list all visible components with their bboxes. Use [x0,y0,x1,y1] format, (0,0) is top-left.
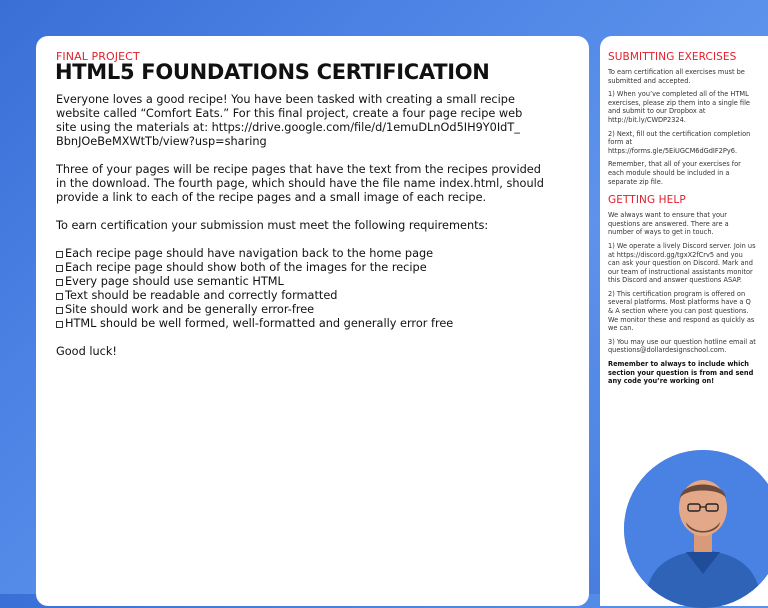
help-paragraph: 1) We operate a lively Discord server. Join us at https://discord.gg/tgxX2fCrv5 and you can ask your question on Discord. Mark and our team of instructional assistants monitor this Discord and answer questions ASAP. [608,241,756,285]
help-paragraph: We always want to ensure that your questions are answered. There are a number of ways to get in touch. [608,211,729,237]
checkbox-icon [56,265,63,272]
pages-line: in the download. The fourth page, which should have the file name index.html, should [56,177,544,190]
help-heading: GETTING HELP [608,194,686,207]
instructor-photo [624,450,768,608]
eyebrow-label: FINAL PROJECT [56,50,140,63]
submitting-paragraph: Remember, that all of your exercises for each module should be included in a separate zip file. [608,160,741,186]
intro-line: BbnJOeBeMXWtTb/view?usp=sharing [56,135,267,148]
requirement-item: Text should be readable and correctly formatted [56,289,571,303]
person-illustration [624,450,768,608]
intro-line: website called “Comfort Eats.” For this final project, create a four page recipe web [56,107,523,120]
intro-line: site using the materials at: https://drive.google.com/file/d/1emuDLnOd5IH9Y0IdT_ [56,121,520,134]
checkbox-icon [56,279,63,286]
help-paragraph: 3) You may use our question hotline email at questions@dollardesignschool.com. [608,337,756,355]
requirements-intro: To earn certification your submission must meet the following requirements: [56,219,489,232]
submitting-paragraph: 1) When you’ve completed all of the HTML exercises, please zip them into a single file and submit to our Dropbox at http://bit.ly/CWDP2324. [608,90,750,124]
pages-line: Three of your pages will be recipe pages that have the text from the recipes provided [56,163,541,176]
requirement-item: Each recipe page should have navigation back to the home page [56,247,571,261]
requirement-item: Site should work and be generally error-free [56,303,571,317]
requirement-item: Each recipe page should show both of the images for the recipe [56,261,571,275]
submitting-paragraph: 2) Next, fill out the certification completion form at https://forms.gle/5EiUGCM6dGdIF2Py6. [608,129,751,155]
page-title: HTML5 FOUNDATIONS CERTIFICATION [55,60,490,84]
main-card [36,36,589,606]
requirement-item: Every page should use semantic HTML [56,275,571,289]
help-paragraph: 2) This certification program is offered on several platforms. Most platforms have a Q & A section where you can post questions. We monitor these and respond as quickly as we can. [608,289,755,333]
submitting-heading: SUBMITTING EXERCISES [608,51,737,63]
checkbox-icon [56,251,63,258]
pages-line: provide a link to each of the recipe pages and a small image of each recipe. [56,191,487,204]
checkbox-icon [56,321,63,328]
requirement-item: HTML should be well formed, well-formatted and generally error free [56,317,571,331]
checkbox-icon [56,307,63,314]
instructions [56,93,571,359]
submitting-paragraph: To earn certification all exercises must be submitted and accepted. [608,68,745,85]
requirements-list [56,247,571,331]
intro-line: Everyone loves a good recipe! You have been tasked with creating a small recipe [56,93,515,106]
closing-text: Good luck! [56,345,117,358]
help-reminder: Remember to always to include which section your question is from and send any code you’re working on! [608,360,754,386]
checkbox-icon [56,293,63,300]
